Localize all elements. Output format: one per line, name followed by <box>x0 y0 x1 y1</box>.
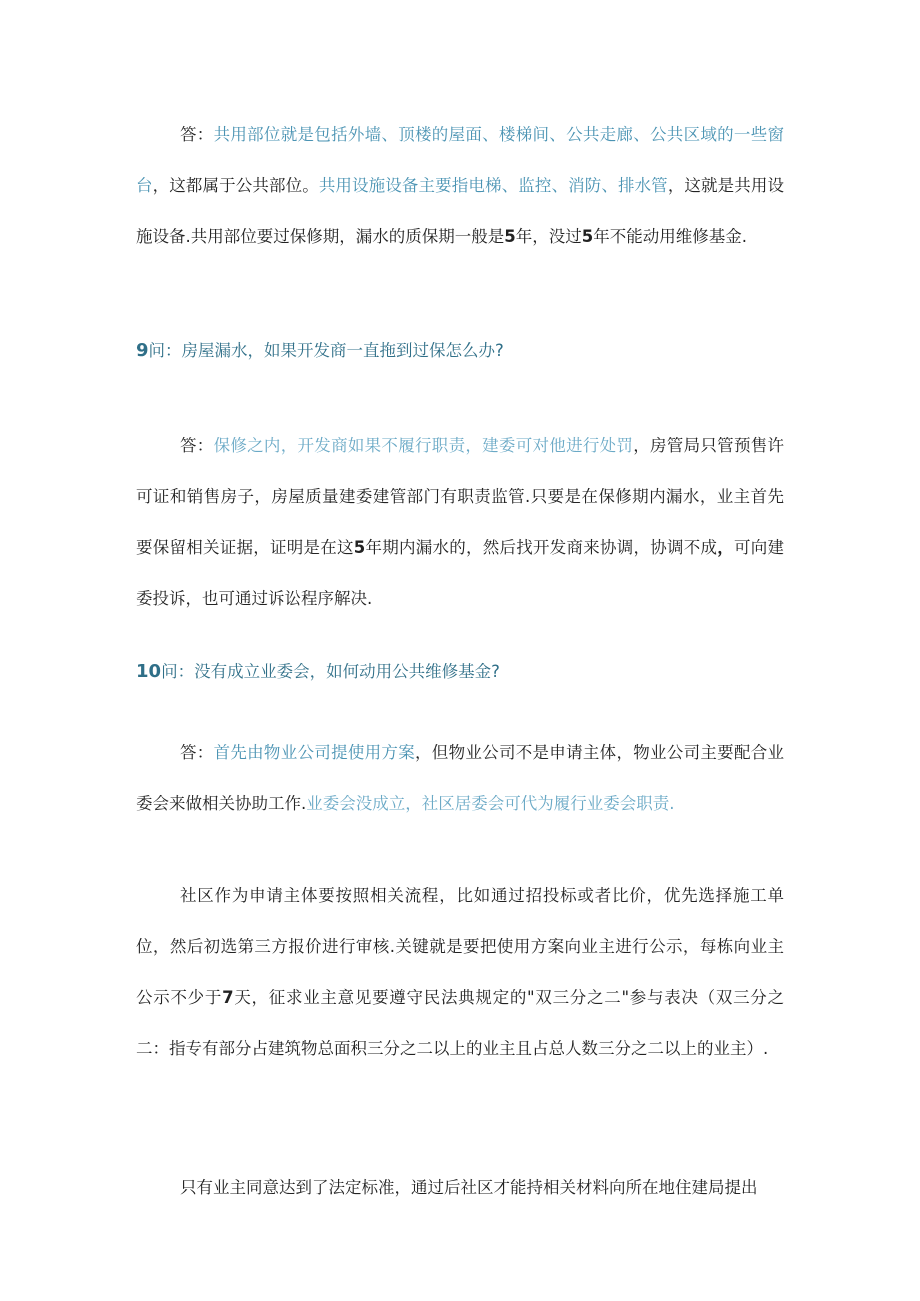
answer-paragraph-fund <box>136 727 784 829</box>
body-text: ，这都属于公共部位。 <box>152 176 319 195</box>
highlight-text: 共用设施设备主要指电梯、监控、消防、排水管 <box>318 176 668 195</box>
body-text: 年期内漏水的，然后找开发商来协调，协调不成 <box>365 538 718 557</box>
answer-label: 答： <box>180 436 214 455</box>
highlight-text: 共用部位就是包括外墙、顶楼的屋面、楼梯间、公共走廊、公共区域的一些窗台 <box>136 125 785 195</box>
body-text: 年不能动用维修基金. <box>593 227 747 246</box>
paragraph-approval <box>136 1162 784 1213</box>
body-text: 天，征求业主意见要遵守民法典规定的"双三分之二"参与表决（双三分之二：指专有部分占建筑物总面积三分之二以上的业主且占总人数三分之二以上的业主）. <box>136 988 785 1058</box>
bold-number: 5 <box>581 227 594 246</box>
highlight-text: 首先由物业公司提使用方案 <box>213 743 416 762</box>
question-text: 问：房屋漏水，如果开发商一直拖到过保怎么办? <box>148 341 504 360</box>
paragraph-community-process <box>136 870 784 1074</box>
question-heading-9 <box>136 336 796 366</box>
bold-number: 5 <box>504 227 516 246</box>
body-text: 社区作为申请主体要按照相关流程，比如通过招投标或者比价，优先选择施工单位，然后初选第三方报价进行审核.关键就是要把使用方案向业主进行公示，每栋向业主公示不少于 <box>136 886 784 1007</box>
bold-punctuation: ， <box>717 538 735 557</box>
bold-number: 7 <box>222 988 234 1007</box>
answer-label: 答： <box>180 125 214 144</box>
body-text: ，但物业公司不是申请主体，物业公司主要配合业委会来做相关协助工作. <box>136 743 785 813</box>
body-text: 只有业主同意达到了法定标准，通过后社区才能持相关材料向所在地住建局提出 <box>180 1178 758 1197</box>
body-text: ，房管局只管预售许可证和销售房子，房屋质量建委建管部门有职责监管.只要是在保修期内漏水，业主首先要保留相关证据，证明是在这 <box>136 436 785 557</box>
answer-label: 答： <box>180 743 214 762</box>
body-text: 年，没过 <box>515 227 582 246</box>
highlight-text: 业委会没成立，社区居委会可代为履行业委会职责. <box>306 794 675 813</box>
question-text: 问：没有成立业委会，如何动用公共维修基金? <box>161 662 500 681</box>
answer-paragraph-shared-parts <box>136 109 784 262</box>
bold-number: 5 <box>353 538 366 557</box>
question-heading-10 <box>136 657 796 687</box>
body-text: ，这就是共用设施设备.共用部位要过保修期，漏水的质保期一般是 <box>136 176 785 246</box>
highlight-text: 保修之内，开发商如果不履行职责，建委可对他进行处罚 <box>213 436 634 455</box>
answer-paragraph-leak <box>136 420 784 624</box>
body-text: 可向建委投诉，也可通过诉讼程序解决. <box>136 538 785 608</box>
question-number: 10 <box>136 661 162 682</box>
question-number: 9 <box>136 340 149 361</box>
